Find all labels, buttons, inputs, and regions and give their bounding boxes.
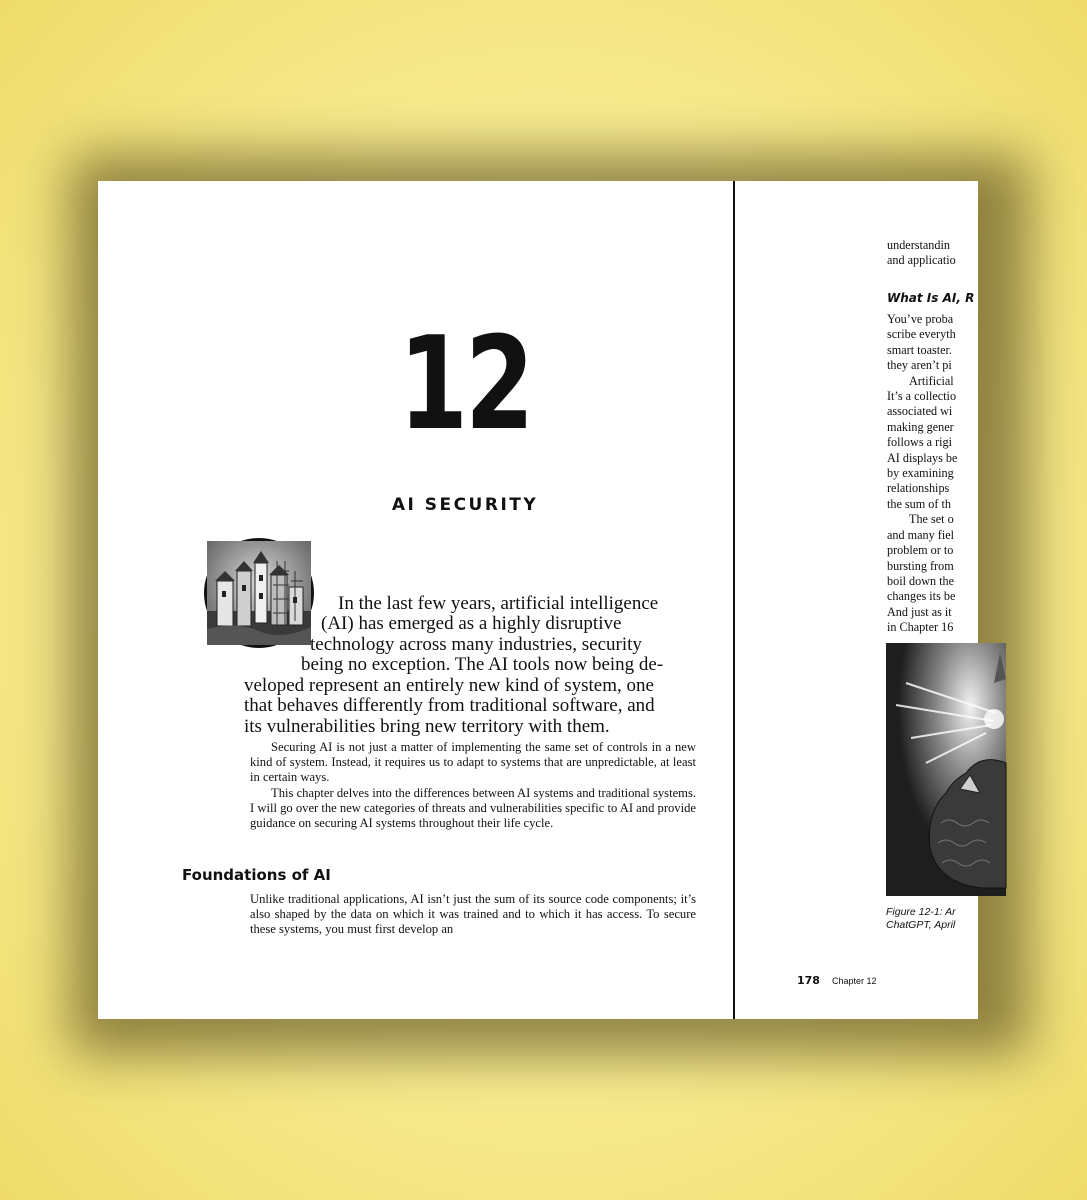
body-paragraph: Securing AI is not just a matter of implementing the same set of controls in a new kind of system. Instead, it requires us to adapt to systems that are unpredictable, at least in certain ways. bbox=[250, 740, 696, 785]
lead-line: In the last few years, artificial intelligence bbox=[338, 593, 659, 614]
text-line: they aren’t pi bbox=[887, 358, 952, 373]
figure-drawing bbox=[886, 643, 1006, 896]
right-section-heading: What Is AI, R bbox=[887, 291, 975, 305]
book-spread bbox=[98, 181, 978, 1019]
lead-line: (AI) has emerged as a highly disruptive bbox=[321, 613, 622, 634]
section-heading: Foundations of AI bbox=[182, 866, 331, 884]
lead-line: veloped represent an entirely new kind of system, one bbox=[244, 675, 654, 696]
right-top-text bbox=[887, 238, 1087, 269]
figure-caption bbox=[886, 906, 956, 932]
body-paragraph: Unlike traditional applications, AI isn’t just the sum of its source code components; it’s also shaped by the data on which it was trained and to which it has access. To secure these systems, you must first develop an bbox=[250, 892, 696, 937]
page-footer bbox=[797, 974, 877, 987]
text-line: relationships bbox=[887, 481, 950, 496]
caption-line: ChatGPT, April bbox=[886, 919, 956, 931]
text-line: by examining bbox=[887, 466, 954, 481]
text-line: It’s a collectio bbox=[887, 389, 957, 404]
lead-line: technology across many industries, security bbox=[310, 634, 642, 655]
text-line: And just as it bbox=[887, 604, 952, 619]
lead-line: that behaves differently from traditional software, and bbox=[244, 695, 655, 716]
text-line: problem or to bbox=[887, 543, 954, 558]
right-body-text bbox=[887, 312, 1087, 636]
dragon-illustration-icon bbox=[886, 643, 1006, 896]
text-line: in Chapter 16 bbox=[887, 620, 954, 635]
text-line: understandin bbox=[887, 238, 950, 252]
text-line: scribe everyth bbox=[887, 327, 956, 342]
body-paragraph: This chapter delves into the differences between AI systems and traditional systems. I will go over the new categories of threats and vulnerabilities specific to AI and provide guidance on securing AI systems throughout their life cycle. bbox=[250, 785, 696, 831]
text-line: changes its be bbox=[887, 589, 956, 604]
page-number: 178 bbox=[797, 974, 820, 987]
left-page bbox=[98, 181, 734, 1019]
text-line: and applicatio bbox=[887, 253, 956, 268]
text-line: smart toaster. bbox=[887, 342, 952, 357]
text-line: The set o bbox=[909, 512, 954, 527]
running-footer: Chapter 12 bbox=[831, 976, 877, 986]
lead-line: being no exception. The AI tools now being de- bbox=[301, 654, 664, 675]
text-line: You’ve proba bbox=[887, 312, 954, 326]
right-page bbox=[735, 181, 1035, 1019]
text-line: follows a rigi bbox=[887, 435, 952, 450]
section-body bbox=[250, 892, 696, 938]
text-line: making gener bbox=[887, 419, 954, 434]
castle-drawing bbox=[207, 541, 311, 645]
chapter-number: 12 bbox=[398, 310, 532, 459]
text-line: bursting from bbox=[887, 558, 954, 573]
text-line: Artificial bbox=[909, 373, 954, 388]
text-line: boil down the bbox=[887, 573, 955, 588]
text-line: associated wi bbox=[887, 404, 953, 419]
text-line: AI displays be bbox=[887, 450, 958, 465]
castle-illustration-icon bbox=[204, 538, 314, 648]
intro-paragraphs bbox=[250, 740, 696, 831]
lead-line: its vulnerabilities bring new territory with them. bbox=[244, 716, 610, 737]
chapter-title: AI SECURITY bbox=[391, 495, 539, 515]
text-line: the sum of th bbox=[887, 496, 951, 511]
text-line: and many fiel bbox=[887, 527, 955, 542]
caption-line: Figure 12-1: Ar bbox=[886, 906, 956, 918]
